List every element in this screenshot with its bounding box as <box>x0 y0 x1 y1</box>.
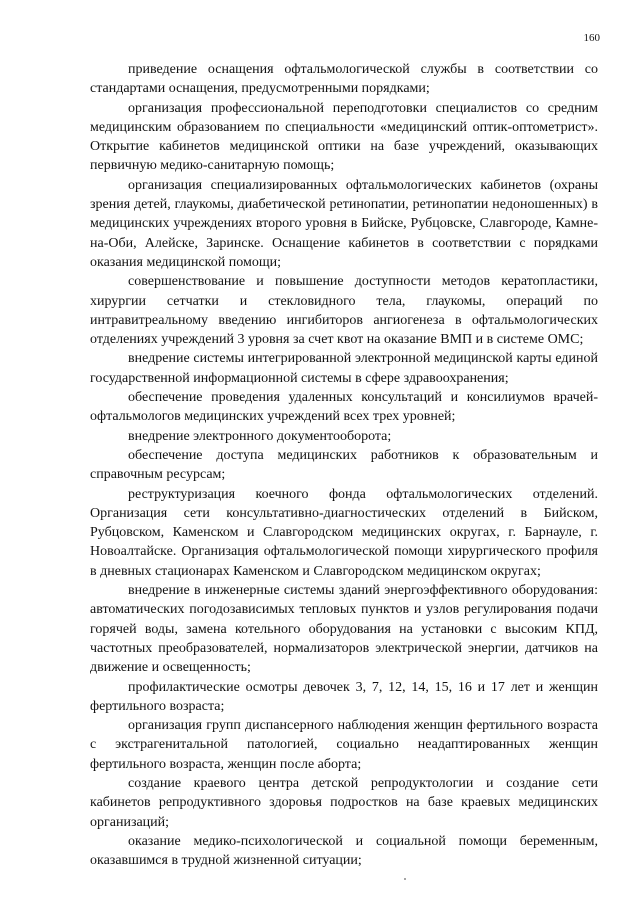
paragraph: обеспечение проведения удаленных консультаций и консилиумов врачей-офтальмологов медицинских учреждений всех трех уровней; <box>90 390 598 425</box>
scan-speck <box>404 878 406 880</box>
paragraph: внедрение электронного документооборота; <box>128 428 392 444</box>
paragraph: приведение оснащения офтальмологической службы в соответствии со стандартами оснащения, предусмотренными порядками; <box>90 62 598 97</box>
paragraph: обеспечение доступа медицинских работников к образовательным и справочным ресурсам; <box>90 447 598 483</box>
paragraph: внедрение системы интегрированной электронной медицинской карты единой государственной информационной системы в сфере здравоохранения; <box>90 351 598 386</box>
paragraph: оказание медико-психологической и социальной помощи беременным, оказавшимся в трудной жизненной ситуации; <box>90 833 598 869</box>
paragraph: организация групп диспансерного наблюдения женщин фертильного возраста с экстрагенитальной патологией, социально неадаптированных женщин фертильного возраста, женщин после аборта; <box>90 718 598 772</box>
paragraph: создание краевого центра детской репродуктологии и создание сети кабинетов репродуктивного здоровья подростков на базе краевых медицинских организаций; <box>90 775 598 830</box>
page-number: 160 <box>583 32 600 44</box>
paragraph: внедрение в инженерные системы зданий энергоэффективного оборудования: автоматических погодозависимых тепловых пунктов и узлов регулирования подачи горячей воды, замена котельного оборудования на установки с высоким КПД, частотных преобразователей, нормализаторов электрической энергии, датчиков на движение и освещенность; <box>90 583 598 676</box>
paragraph: профилактические осмотры девочек 3, 7, 12, 14, 15, 16 и 17 лет и женщин фертильного возраста; <box>90 679 598 714</box>
paragraph: организация специализированных офтальмологических кабинетов (охраны зрения детей, глаукомы, диабетической ретинопатии, ретинопатии недоношенных) в медицинских учреждениях второго уровня в Бийске, Рубцовске, Славгороде, Камне-на-Оби, Алейске, Заринске. Оснащение кабинетов в соответствии с порядками оказания медицинской помощи; <box>90 177 598 270</box>
paragraph: организация профессиональной переподготовки специалистов со средним медицинским образованием по специальности «медицинский оптик-оптометрист». Открытие кабинетов медицинской оптики на базе учреждений, оказывающих первичную медико-санитарную помощь; <box>90 100 598 174</box>
paragraph: совершенствование и повышение доступности методов кератопластики, хирургии сетчатки и стекловидного тела, глаукомы, операций по интравитреальному введению ингибиторов ангиогенеза в офтальмологических отделениях учреждений 3 уровня за счет квот на оказание ВМП и в системе ОМС; <box>90 274 598 348</box>
paragraph: реструктуризация коечного фонда офтальмологических отделений. Организация сети консультативно-диагностических отделений в Бийском, Рубцовском, Каменском и Славгородском медицинских округах, г. Барнауле, г. Новоалтайске. Организация офтальмологической помощи хирургического профиля в дневных стационарах Каменском и Славгородском медицинском округах; <box>90 486 598 579</box>
body-text <box>90 60 598 870</box>
